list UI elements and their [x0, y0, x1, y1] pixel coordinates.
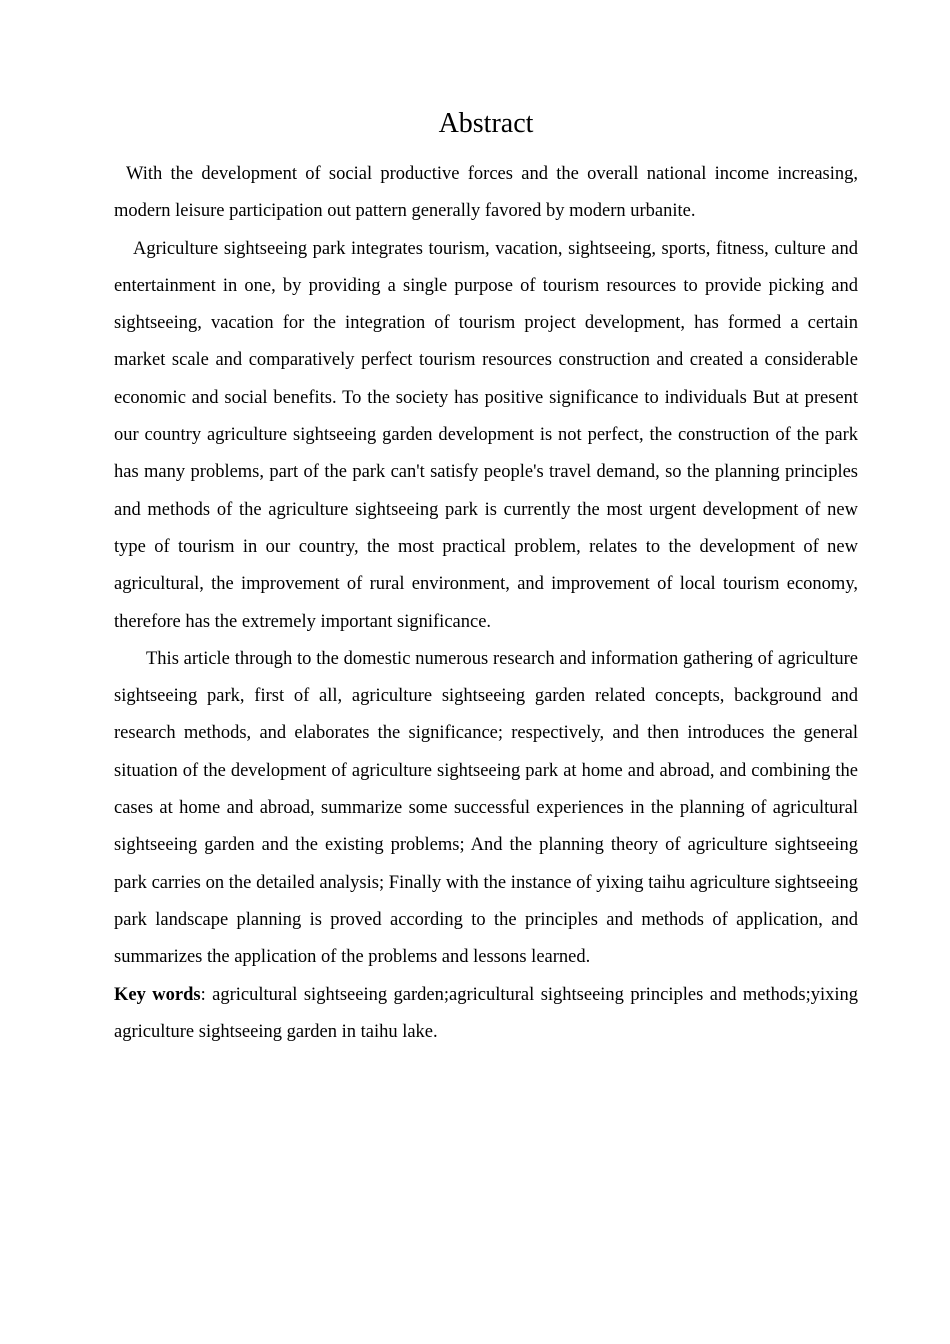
keywords-separator: : [200, 984, 206, 1005]
abstract-section [114, 104, 858, 1051]
keywords-text: agricultural sightseeing garden;agricultural sightseeing principles and methods;yixing agriculture sightseeing garden in taihu lake. [114, 984, 858, 1042]
abstract-paragraph-2: Agriculture sightseeing park integrates tourism, vacation, sightseeing, sports, fitness, culture and entertainment in one, by providing a single purpose of tourism resources to provide picking and sightseeing, vacation for the integration of tourism project development, has formed a certain market scale and comparatively perfect tourism resources construction and created a considerable economic and social benefits. To the society has positive significance to individuals But at present our country agriculture sightseeing garden development is not perfect, the construction of the park has many problems, part of the park can't satisfy people's travel demand, so the planning principles and methods of the agriculture sightseeing park is currently the most urgent development of new type of tourism in our country, the most practical problem, relates to the development of new agricultural, the improvement of rural environment, and improvement of local tourism economy, therefore has the extremely important significance. [114, 238, 858, 632]
abstract-paragraph-3: This article through to the domestic numerous research and information gathering of agriculture sightseeing park, first of all, agriculture sightseeing garden related concepts, background and research methods, and elaborates the significance; respectively, and then introduces the general situation of the development of agriculture sightseeing park at home and abroad, and combining the cases at home and abroad, summarize some successful experiences in the planning of agricultural sightseeing garden and the existing problems; And the planning theory of agriculture sightseeing park carries on the detailed analysis; Finally with the instance of yixing taihu agriculture sightseeing park landscape planning is proved according to the principles and methods of application, and summarizes the application of the problems and lessons learned. [114, 648, 858, 968]
keywords-label: Key words [114, 984, 201, 1005]
abstract-paragraph-1: With the development of social productive forces and the overall national income increasing, modern leisure participation out pattern generally favored by modern urbanite. [114, 164, 858, 222]
page-title: Abstract [438, 108, 534, 139]
keywords-line [114, 977, 858, 1052]
